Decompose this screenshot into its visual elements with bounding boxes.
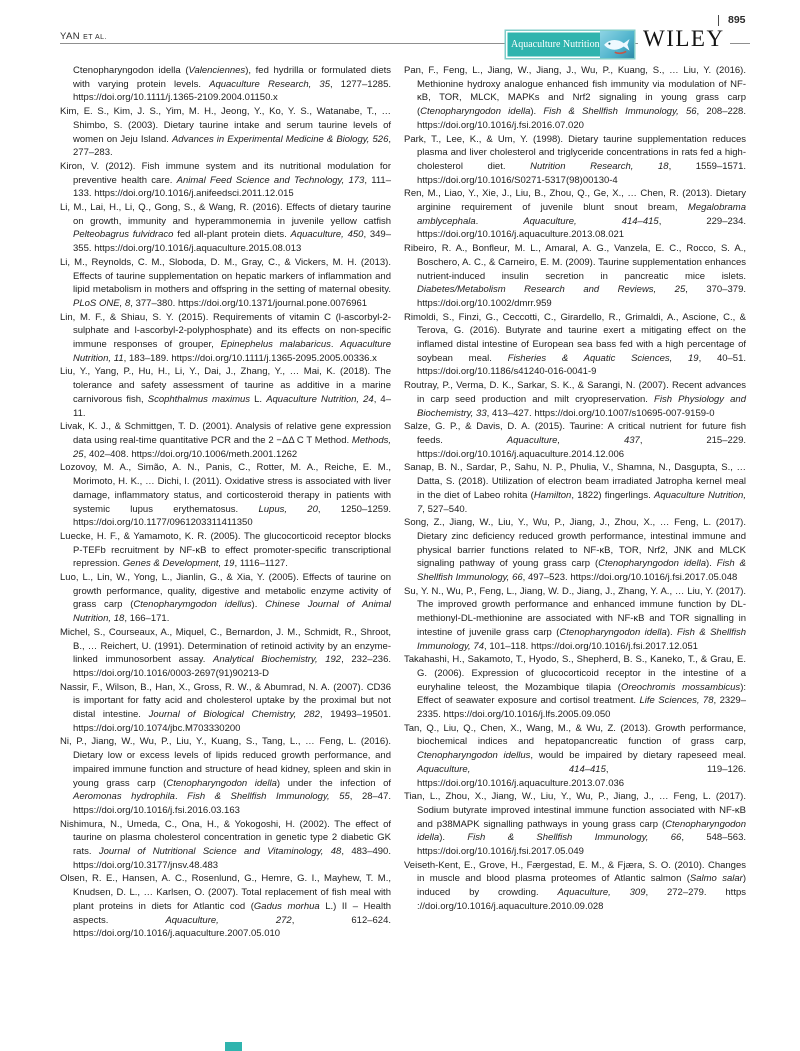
reference-item: Li, M., Lai, H., Li, Q., Gong, S., & Wang, R. (2016). Effects of dietary taurine on growth, immunity and hyperammonemia in juvenile yellow catfish Pelteobagrus fulvidraco fed all-plant protein diets. Aquaculture, 450, 349–355. https://doi.org/10.1016/j.aquaculture.2015.08.013 xyxy=(60,202,391,255)
references-section xyxy=(60,64,746,941)
reference-item: Livak, K. J., & Schmittgen, T. D. (2001). Analysis of relative gene expression data using real-time quantitative PCR and the 2 −ΔΔ C T Method. Methods, 25, 402–408. https://doi.org/10.1006/meth.2001.1262 xyxy=(60,421,391,460)
running-head-etal: ET AL. xyxy=(83,34,107,41)
reference-item: Nishimura, N., Umeda, C., Ona, H., & Yokogoshi, H. (2002). The effect of taurine on plasma cholesterol concentration in genetic type 2 diabetic GK rats. Journal of Nutritional Science and Vitaminology, 48, 483–490. https://doi.org/10.3177/jnsv.48.483 xyxy=(60,818,391,871)
reference-item: Song, Z., Jiang, W., Liu, Y., Wu, P., Jiang, J., Zhou, X., … Feng, L. (2017). Dietary zinc deficiency reduced growth performance, intestinal immune and physical barrier functions related to NF-κB, TOR, Nrf2, JNK and MLCK signaling pathway of young grass carp (Ctenopharyngodon idella). Fish & Shellfish Immunology, 66, 497–523. https://doi.org/10.1016/j.fsi.2017.05.048 xyxy=(404,517,746,584)
reference-item: Liu, Y., Yang, P., Hu, H., Li, Y., Dai, J., Zhang, Y., … Mai, K. (2018). The tolerance and safety assessment of taurine as additive in a marine carnivorous fish, Scophthalmus maximus L. Aquaculture Nutrition, 24, 4–11. xyxy=(60,366,391,419)
reference-item: Rimoldi, S., Finzi, G., Ceccotti, C., Girardello, R., Grimaldi, A., Ascione, C., & Terova, G. (2016). Butyrate and taurine exert a mitigating effect on the inflamed distal intestine of European sea bass fed with a high percentage of soybean meal. Fisheries & Aquatic Sciences, 19, 40–51. https://doi.org/10.1186/s41240-016-0041-9 xyxy=(404,311,746,378)
reference-item: Michel, S., Courseaux, A., Miquel, C., Bernardon, J. M., Schmidt, R., Shroot, B., … Reichert, U. (1991). Determination of retinoid activity by an enzyme-linked immunosorbent assay. Analytical Biochemistry, 192, 232–236. https://doi.org/10.1016/0003-2697(91)90213-D xyxy=(60,626,391,679)
reference-item: Tian, L., Zhou, X., Jiang, W., Liu, Y., Wu, P., Jiang, J., … Feng, L. (2017). Sodium butyrate improved intestinal immune function associated with NF-κB and p38MAPK signalling pathways in young grass carp (Ctenopharyngodon idella). Fish & Shellfish Immunology, 66, 548–563. https://doi.org/10.1016/j.fsi.2017.05.049 xyxy=(404,791,746,858)
reference-item: Lozovoy, M. A., Simão, A. N., Panis, C., Rotter, M. A., Reiche, E. M., Morimoto, H. K., … Dichi, I. (2011). Oxidative stress is associated with liver damage, inflammatory status, and corticosteroid therapy in patients with systemic lupus erythematosus. Lupus, 20, 1250–1259. https://doi.org/10.1177/0961203311411350 xyxy=(60,462,391,529)
reference-item: Olsen, R. E., Hansen, A. C., Rosenlund, G., Hemre, G. I., Mayhew, T. M., Knudsen, D. L., … Karlsen, O. (2007). Total replacement of fish meal with plant proteins in diets for Atlantic cod (Gadus morhua L.) II – Health aspects. Aquaculture, 272, 612–624. https://doi.org/10.1016/j.aquaculture.2007.05.010 xyxy=(60,873,391,940)
reference-item: Ribeiro, R. A., Bonfleur, M. L., Amaral, A. G., Vanzela, E. C., Rocco, S. A., Boschero, A. C., & Carneiro, E. M. (2009). Taurine supplementation enhances nutrient-induced insulin secretion in pancreatic mice islets. Diabetes/Metabolism Research and Reviews, 25, 370–379. https://doi.org/10.1002/dmrr.959 xyxy=(404,243,746,309)
fish-icon xyxy=(600,31,634,58)
reference-item: Veiseth-Kent, E., Grove, H., Færgestad, E. M., & Fjæra, S. O. (2010). Changes in muscle and blood plasma proteomes of Atlantic salmon (Salmo salar) induced by crowding. Aquaculture, 309, 272–279. https ://doi.org/10.1016/j.aquaculture.2010.09.028 xyxy=(404,859,746,912)
reference-item: Kiron, V. (2012). Fish immune system and its nutritional modulation for preventive health care. Animal Feed Science and Technology, 173, 111–133. https://doi.org/10.1016/j.anifeedsci.2011.12.015 xyxy=(60,160,391,200)
reference-item: Takahashi, H., Sakamoto, T., Hyodo, S., Shepherd, B. S., Kaneko, T., & Grau, E. G. (2006). Expression of glucocorticoid receptor in the intestine of a euryhaline teleost, the Mozambique tilapia (Oreochromis mossambicus): Effect of seawater exposure and cortisol treatment. Life Sciences, 78, 2329–2335. https://doi.org/10.1016/j.lfs.2005.09.050 xyxy=(404,654,746,721)
reference-item: Lin, M. F., & Shiau, S. Y. (2015). Requirements of vitamin C (l-ascorbyl-2-sulphate and l-ascorbyl-2-polyphosphate) and its effects on non-specific immune responses of grouper, Epinephelus malabaricus. Aquaculture Nutrition, 11, 183–189. https://doi.org/10.1111/j.1365-2095.2005.00336.x xyxy=(60,311,391,364)
reference-item: Ni, P., Jiang, W., Wu, P., Liu, Y., Kuang, S., Tang, L., … Feng, L. (2016). Dietary low or excess levels of lipids reduced growth performance, and impaired immune function and structure of head kidney, spleen and skin in young grass carp (Ctenopharyngodon idella) under the infection of Aeromonas hydrophila. Fish & Shellfish Immunology, 55, 28–47. https://doi.org/10.1016/j.fsi.2016.03.163 xyxy=(60,736,392,816)
reference-item: Luo, L., Lin, W., Yong, L., Jianlin, G., & Xia, Y. (2005). Effects of taurine on growth performance, quality, digestive and metabolic enzyme activity of grass carp (Ctenopharymgodon idellus). Chinese Journal of Animal Nutrition, 18, 166–171. xyxy=(60,572,391,625)
references-column-right xyxy=(404,64,746,941)
reference-item: Nassir, F., Wilson, B., Han, X., Gross, R. W., & Abumrad, N. A. (2007). CD36 is important for fatty acid and cholesterol uptake by the proximal but not distal intestine. Journal of Biological Chemistry, 282, 19493–19501. https://doi.org/10.1074/jbc.M703330200 xyxy=(60,681,392,734)
reference-item: Luecke, H. F., & Yamamoto, K. R. (2005). The glucocorticoid receptor blocks P-TEFb recruitment by NF-κB to effect promoter-specific transcriptional repression. Genes & Development, 19, 1116–1127. xyxy=(60,530,391,570)
page-bottom-mark xyxy=(225,1042,242,1051)
reference-item: Ren, M., Liao, Y., Xie, J., Liu, B., Zhou, Q., Ge, X., … Chen, R. (2013). Dietary arginine requirement of juvenile blunt snout bream, Megalobrama amblycephala. Aquaculture, 414–415, 229–234. https://doi.org/10.1016/j.aquaculture.2013.08.021 xyxy=(404,188,746,241)
reference-item: Li, M., Reynolds, C. M., Sloboda, D. M., Gray, C., & Vickers, M. H. (2013). Effects of taurine supplementation on hepatic markers of inflammation and lipid metabolism in mothers and offspring in the setting of maternal obesity. PLoS ONE, 8, 377–380. https://doi.org/10.1371/journal.pone.0076961 xyxy=(60,256,391,309)
reference-item: Salze, G. P., & Davis, D. A. (2015). Taurine: A critical nutrient for future fish feeds. Aquaculture, 437, 215–229. https://doi.org/10.1016/j.aquaculture.2014.12.006 xyxy=(404,421,746,460)
reference-item: Tan, Q., Liu, Q., Chen, X., Wang, M., & Wu, Z. (2013). Growth performance, biochemical indices and hepatopancreatic function of grass carp, Ctenopharyngodon idellus, would be impaired by dietary rapeseed meal. Aquaculture, 414–415, 119–126. https://doi.org/10.1016/j.aquaculture.2013.07.036 xyxy=(404,722,746,789)
reference-item: Ctenopharyngodon idella (Valenciennes), fed hydrilla or formulated diets with varying protein levels. Aquaculture Research, 35, 1277–1285. https://doi.org/10.1111/j.1365-2109.2004.01150.x xyxy=(73,65,392,104)
publisher-wordmark: WILEY xyxy=(638,26,730,52)
references-column-left xyxy=(60,64,391,941)
reference-item: Routray, P., Verma, D. K., Sarkar, S. K., & Sarangi, N. (2007). Recent advances in carp seed production and milt cryopreservation. Fish Physiology and Biochemistry, 33, 413–427. https://doi.org/10.1007/s10695-007-9159-0 xyxy=(404,380,746,419)
journal-name: Aquaculture Nutrition xyxy=(511,39,600,50)
reference-item: Pan, F., Feng, L., Jiang, W., Jiang, J., Wu, P., Kuang, S., … Liu, Y. (2016). Methionine hydroxy analogue enhanced fish immunity via modulation of NF-κB, TOR, MLCK, MAPKs and Nrf2 signaling in young grass carp (Ctenopharyngodon idella). Fish & Shellfish Immunology, 56, 208–228. https://doi.org/10.1016/j.fsi.2016.07.020 xyxy=(404,65,746,131)
reference-item: Park, T., Lee, K., & Um, Y. (1998). Dietary taurine supplementation reduces plasma and liver cholesterol and triglyceride concentrations in rats fed a high-cholesterol diet. Nutrition Research, 18, 1559–1571. https://doi.org/10.1016/S0271-5317(98)00130-4 xyxy=(404,133,746,186)
reference-item: Su, Y. N., Wu, P., Feng, L., Jiang, W. D., Jiang, J., Zhang, Y. A., … Liu, Y. (2017). The improved growth performance and enhanced immune function by DL-methionyl-DL-methionine are associated with NF-κB and TOR signalling in intestine of juvenile grass carp (Ctenopharyngodon idella). Fish & Shellfish Immunology, 74, 101–118. https://doi.org/10.1016/j.fsi.2017.12.051 xyxy=(404,585,747,652)
reference-item: Sanap, B. N., Sardar, P., Sahu, N. P., Phulia, V., Shamna, N., Dasgupta, S., … Datta, S. (2018). Utilization of electron beam irradiated Jatropha kernel meal in the diet of Labeo rohita (Hamilton, 1822) fingerlings. Aquaculture Nutrition, 7, 527–540. xyxy=(404,462,746,515)
journal-badge xyxy=(506,31,634,58)
running-head-authors: YAN xyxy=(60,31,81,42)
reference-item: Kim, E. S., Kim, J. S., Yim, M. H., Jeong, Y., Ko, Y. S., Watanabe, T., … Shimbo, S. (2003). Dietary taurine intake and serum taurine levels of women on Jeju Island. Advances in Experimental Medicine & Biology, 526, 277–283. xyxy=(60,106,391,159)
page-header xyxy=(60,14,750,62)
page-number: 895 xyxy=(728,14,746,26)
running-head xyxy=(60,31,107,42)
